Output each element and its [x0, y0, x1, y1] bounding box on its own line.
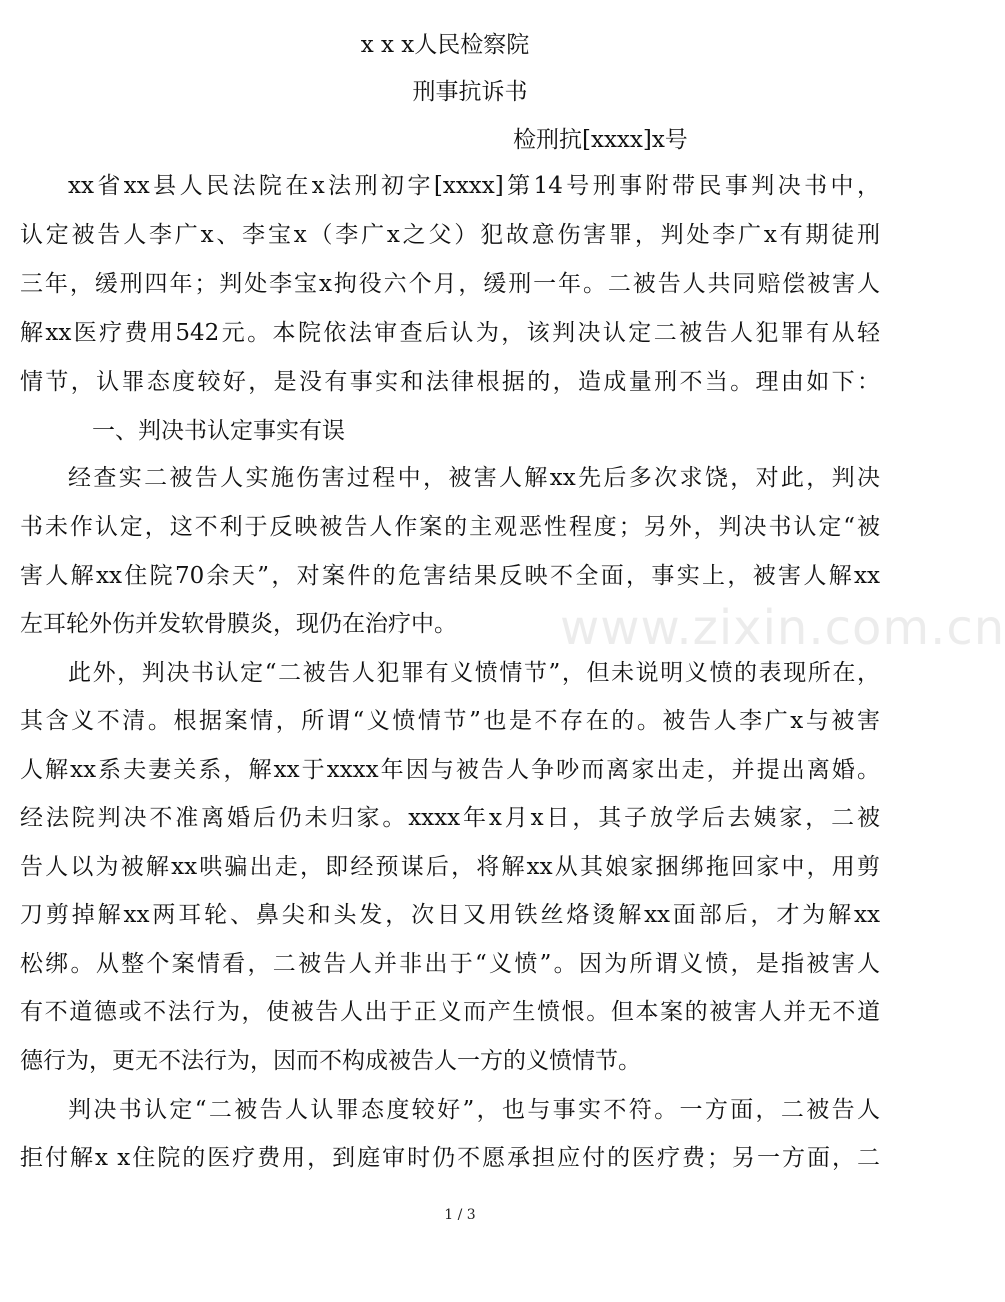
paragraph-line: 拒付解x x住院的医疗费用，到庭审时仍不愿承担应付的医疗费；另一方面，二: [20, 1145, 880, 1171]
watermark: www.zixin.com.cn: [560, 600, 1005, 656]
page-indicator: 1 / 3: [444, 1207, 476, 1223]
paragraph-line: xx省xx县人民法院在x法刑初字[xxxx]第14号刑事附带民事判决书中，: [68, 173, 880, 199]
paragraph-line: 告人以为被解xx哄骗出走，即经预谋后，将解xx从其娘家捆绑拖回家中，用剪: [20, 854, 880, 880]
paragraph-line: 书未作认定，这不利于反映被告人作案的主观恶性程度；另外，判决书认定“被: [20, 514, 880, 540]
paragraph-line: 经法院判决不准离婚后仍未归家。xxxx年x月x日，其子放学后去姨家，二被: [20, 805, 880, 831]
paragraph-line: 其含义不清。根据案情，所谓“义愤情节”也是不存在的。被告人李广x与被害: [20, 708, 880, 734]
paragraph-line: 认定被告人李广x、李宝x（李广x之父）犯故意伤害罪，判处李广x有期徒刑: [20, 222, 880, 248]
paragraph-line: 害人解xx住院70余天”，对案件的危害结果反映不全面，事实上，被害人解xx: [20, 563, 880, 589]
organization-title: x x x人民检察院: [360, 32, 530, 58]
paragraph-line: 德行为，更无不法行为，因而不构成被告人一方的义愤情节。: [20, 1048, 641, 1074]
paragraph-line: 经查实二被告人实施伤害过程中，被害人解xx先后多次求饶，对此，判决: [68, 465, 880, 491]
paragraph-line: 刀剪掉解xx两耳轮、鼻尖和头发，次日又用铁丝烙烫解xx面部后，才为解xx: [20, 902, 880, 928]
paragraph-line: 此外，判决书认定“二被告人犯罪有义愤情节”，但未说明义愤的表现所在，: [68, 660, 880, 686]
paragraph-line: 三年，缓刑四年；判处李宝x拘役六个月，缓刑一年。二被告人共同赔偿被害人: [20, 271, 880, 297]
paragraph-line: 左耳轮外伤并发软骨膜炎，现仍在治疗中。: [20, 611, 457, 637]
paragraph-line: 判决书认定“二被告人认罪态度较好”，也与事实不符。一方面，二被告人: [68, 1097, 880, 1123]
paragraph-line: 有不道德或不法行为，使被告人出于正义而产生愤恨。但本案的被害人并无不道: [20, 999, 880, 1025]
paragraph-line: 松绑。从整个案情看，二被告人并非出于“义愤”。因为所谓义愤，是指被害人: [20, 951, 880, 977]
section-heading: 一、判决书认定事实有误: [92, 418, 345, 444]
document-title: 刑事抗诉书: [412, 79, 528, 105]
document-number: 检刑抗[xxxx]x号: [513, 127, 688, 153]
paragraph-line: 人解xx系夫妻关系，解xx于xxxx年因与被告人争吵而离家出走，并提出离婚。: [20, 757, 880, 783]
paragraph-line: 解xx医疗费用542元。本院依法审查后认为，该判决认定二被告人犯罪有从轻: [20, 320, 880, 346]
paragraph-line: 情节，认罪态度较好，是没有事实和法律根据的，造成量刑不当。理由如下：: [20, 369, 880, 395]
